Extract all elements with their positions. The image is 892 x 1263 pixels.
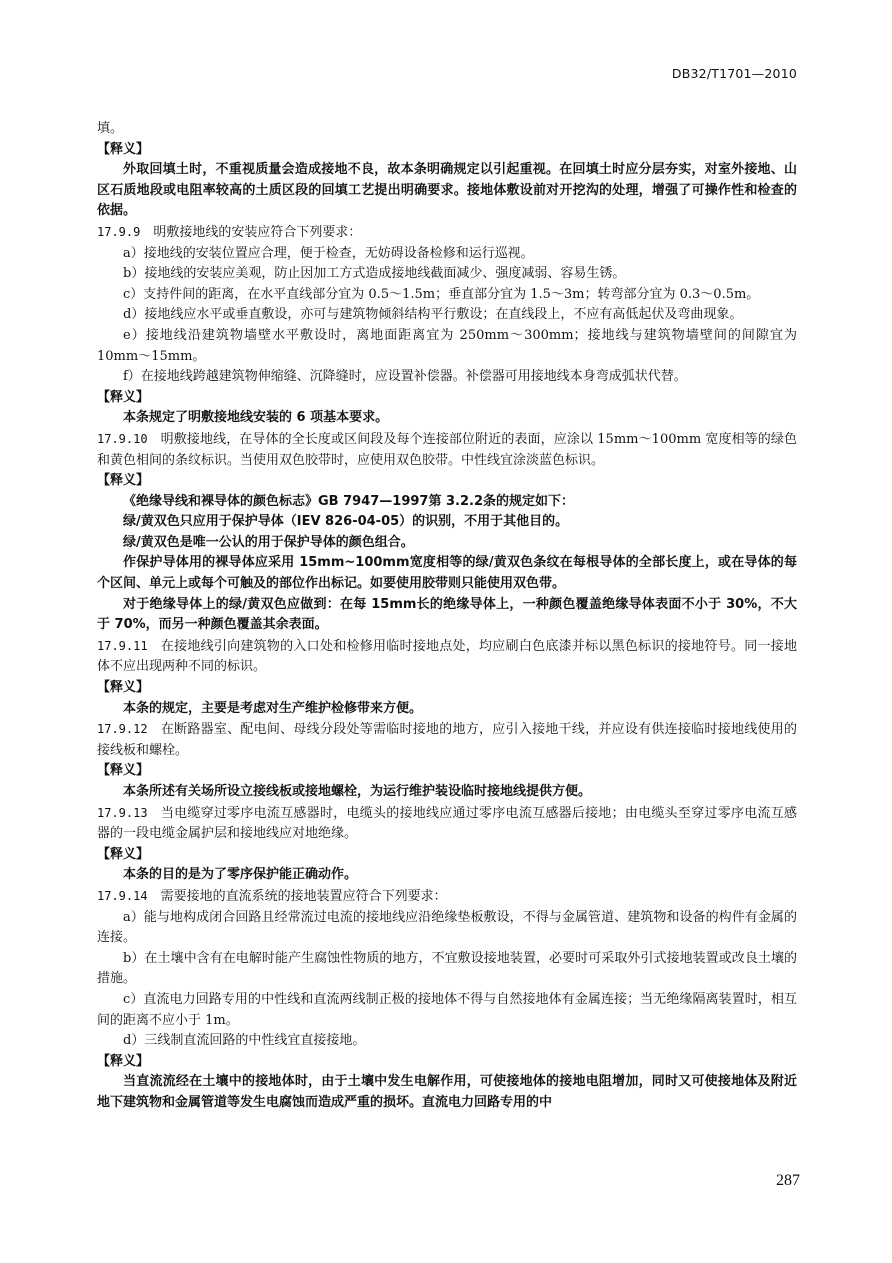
- interpretation-text: 本条的目的是为了零序保护能正确动作。: [123, 867, 358, 883]
- body-paragraph: b）接地线的安装应美观，防止因加工方式造成接地线截面减少、强度减弱、容易生锈。: [123, 266, 626, 282]
- interpretation-text: 绿/黄双色是唯一公认的用于保护导体的颜色组合。: [123, 534, 414, 550]
- document-body: [97, 119, 797, 1114]
- clause-number: 17.9.12: [97, 722, 148, 737]
- interpretation-text: 本条所述有关场所设立接线板或接地螺栓，为运行维护装设临时接地线提供方便。: [123, 784, 592, 799]
- interpretation-text: 《绝缘导线和裸导体的颜色标志》GB 7947—1997第 3.2.2条的规定如下：: [123, 493, 575, 509]
- interpretation-label: 【释义】: [97, 763, 150, 779]
- clause-paragraph: [97, 886, 797, 908]
- interpretation-text: 本条规定了明敷接地线安装的 6 项基本要求。: [123, 410, 389, 426]
- clause-paragraph: [97, 803, 797, 845]
- body-paragraph: a）能与地构成闭合回路且经常流过电流的接地线应沿绝缘垫板敷设，不得与金属管道、建筑物和设备的构件有金属的连接。: [97, 909, 797, 946]
- interpretation-text: 作保护导体用的裸导体应采用 15mm~100mm宽度相等的绿/黄双色条纹在每根导体的全部长度上，或在导体的每个区间、单元上或每个可触及的部位作出标记。如要使用胶带则只能使用双色带。: [97, 555, 797, 592]
- clause-text: 明敷接地线，在导体的全长度或区间段及每个连接部位附近的表面，应涂以 15mm～100mm 宽度相等的绿色和黄色相间的条纹标识。当使用双色胶带时，应使用双色胶带。中性线宜涂淡蓝色标识。: [97, 431, 797, 468]
- page-number: 287: [776, 1172, 800, 1189]
- interpretation-label: 【释义】: [97, 1053, 150, 1069]
- clause-number: 17.9.11: [97, 638, 148, 653]
- body-paragraph: c）支持件间的距离，在水平直线部分宜为 0.5～1.5m；垂直部分宜为 1.5～3m；转弯部分宜为 0.3～0.5m。: [123, 286, 760, 302]
- interpretation-text: 外取回填土时，不重视质量会造成接地不良，故本条明确规定以引起重视。在回填土时应分层夯实，对室外接地、山区石质地段或电阻率较高的土质区段的回填工艺提出明确要求。接地体敷设前对开挖沟的处理，增强了可操作性和检查的依据。: [97, 162, 797, 219]
- clause-paragraph: [97, 719, 797, 761]
- interpretation-text: 对于绝缘导体上的绿/黄双色应做到：在每 15mm长的绝缘导体上，一种颜色覆盖绝缘导体表面不小于 30%，不大于 70%，而另一种颜色覆盖其余表面。: [97, 596, 797, 633]
- body-paragraph: a）接地线的安装位置应合理，便于检查，无妨碍设备检修和运行巡视。: [123, 245, 534, 261]
- interpretation-label: 【释义】: [97, 846, 150, 862]
- interpretation-text: 绿/黄双色只应用于保护导体（IEV 826-04-05）的识别，不用于其他目的。: [123, 514, 569, 530]
- interpretation-label: 【释义】: [97, 389, 150, 405]
- body-paragraph: b）在土壤中含有在电解时能产生腐蚀性物质的地方，不宜敷设接地装置，必要时可采取外引式接地装置或改良土壤的措施。: [97, 950, 797, 987]
- clause-text: 需要接地的直流系统的接地装置应符合下列要求：: [160, 888, 447, 904]
- clause-number: 17.9.10: [97, 431, 148, 446]
- clause-text: 在断路器室、配电间、母线分段处等需临时接地的地方，应引入接地干线，并应设有供连接临时接地线使用的接线板和螺栓。: [97, 722, 797, 758]
- body-paragraph: d）三线制直流回路的中性线宜直接接地。: [123, 1033, 366, 1049]
- standard-code-header: DB32/T1701—2010: [671, 66, 797, 81]
- interpretation-label: 【释义】: [97, 680, 150, 696]
- clause-text: 在接地线引向建筑物的入口处和检修用临时接地点处，均应刷白色底漆并标以黑色标识的接地符号。同一接地体不应出现两种不同的标识。: [97, 638, 797, 675]
- clause-number: 17.9.13: [97, 805, 148, 820]
- clause-number: 17.9.9: [97, 224, 141, 239]
- clause-paragraph: [97, 222, 797, 244]
- body-paragraph: 填。: [97, 121, 124, 136]
- clause-text: 明敷接地线的安装应符合下列要求：: [153, 224, 362, 240]
- body-paragraph: f）在接地线跨越建筑物伸缩缝、沉降缝时，应设置补偿器。补偿器可用接地线本身弯成弧状代替。: [123, 369, 687, 385]
- body-paragraph: e）接地线沿建筑物墙壁水平敷设时，离地面距离宜为 250mm～300mm；接地线与建筑物墙壁间的间隙宜为 10mm～15mm。: [97, 327, 797, 364]
- clause-number: 17.9.14: [97, 888, 148, 903]
- clause-paragraph: [97, 429, 797, 471]
- clause-text: 当电缆穿过零序电流互感器时，电缆头的接地线应通过零序电流互感器后接地；由电缆头至穿过零序电流互感器的一段电缆金属护层和接地线应对地绝缘。: [97, 805, 797, 842]
- interpretation-label: 【释义】: [97, 141, 150, 157]
- clause-paragraph: [97, 636, 797, 678]
- interpretation-text: 本条的规定，主要是考虑对生产维护检修带来方便。: [123, 700, 423, 716]
- body-paragraph: c）直流电力回路专用的中性线和直流两线制正极的接地体不得与自然接地体有金属连接；当无绝缘隔离装置时，相互间的距离不应小于 1m。: [97, 991, 797, 1028]
- interpretation-text: 当直流流经在土壤中的接地体时，由于土壤中发生电解作用，可使接地体的接地电阻增加，同时又可使接地体及附近地下建筑物和金属管道等发生电腐蚀而造成严重的损坏。直流电力回路专用的中: [97, 1074, 797, 1110]
- body-paragraph: d）接地线应水平或垂直敷设，亦可与建筑物倾斜结构平行敷设；在直线段上，不应有高低起伏及弯曲现象。: [123, 307, 743, 323]
- interpretation-label: 【释义】: [97, 473, 150, 489]
